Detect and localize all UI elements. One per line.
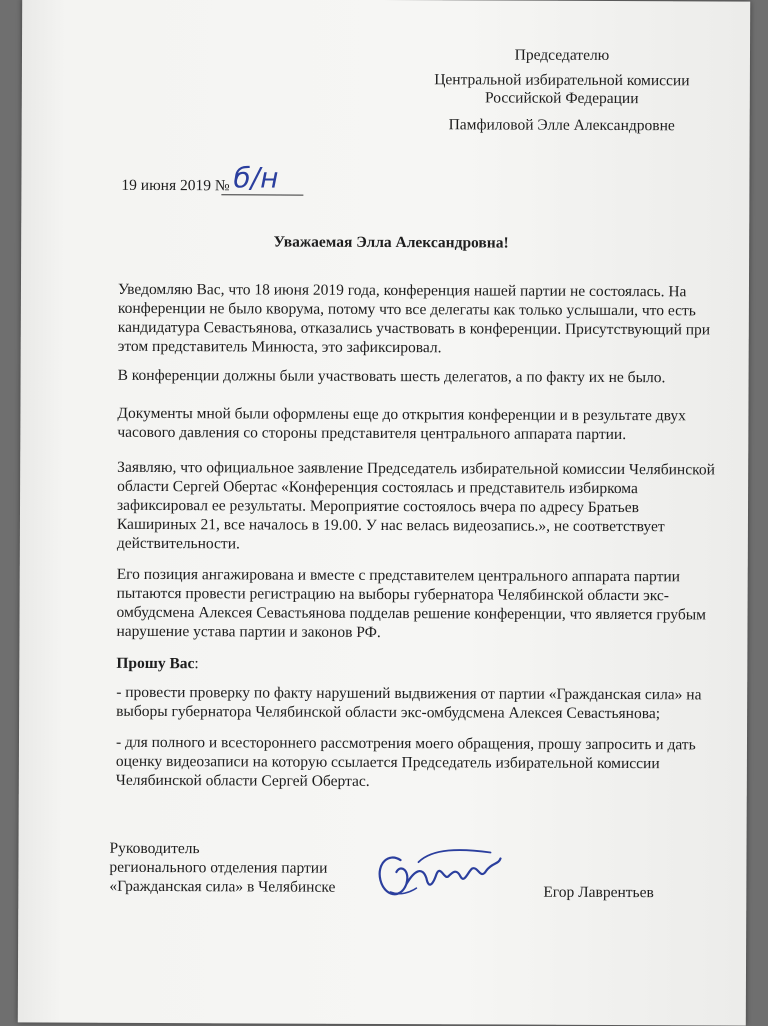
salutation: Уважаемая Элла Александровна! xyxy=(273,233,509,252)
r2-line-2: оценку видеозаписи на которую ссылается Председатель избирательной комиссии xyxy=(115,752,660,773)
number-underline xyxy=(221,194,303,195)
p5-line-1: Его позиция ангажирована и вместе с представителем центрального аппарата партии xyxy=(116,565,681,586)
position-line-2: регионального отделения партии xyxy=(109,858,328,877)
recipient-line-1: Председателю xyxy=(514,46,610,64)
p3-line-1: Документы мной были оформлены еще до открытия конференции и в результате двух xyxy=(117,404,686,425)
p1-line-4: этом представитель Минюста, это зафиксировал. xyxy=(117,337,442,357)
date-line: 19 июня 2019 № xyxy=(121,176,230,195)
p2-line-1: В конференции должны были участвовать шесть делегатов, а по факту их не было. xyxy=(117,366,666,387)
signature-icon xyxy=(370,840,520,911)
request-heading-text: Прошу Вас xyxy=(116,654,195,673)
p5-line-3: омбудсмена Алексея Севастьянова подделав решение конференции, что является грубым xyxy=(116,603,707,624)
r1-line-2: выборы губернатора Челябинской области экс-омбудсмена Алексея Севастьянова; xyxy=(116,702,661,723)
r1-line-1: - провести проверку по факту нарушений выдвижения от партии «Гражданская сила» на xyxy=(116,683,702,704)
p4-line-5: действительности. xyxy=(116,534,240,553)
p1-line-1: Уведомляю Вас, что 18 июня 2019 года, конференция нашей партии не состоялась. На xyxy=(117,280,687,301)
p4-line-1: Заявляю, что официальное заявление Председатель избирательной комиссии Челябинской xyxy=(117,458,715,479)
r2-line-3: Челябинской области Сергей Обертас. xyxy=(115,771,370,790)
position-line-3: «Гражданская сила» в Челябинске xyxy=(109,877,336,896)
request-heading xyxy=(116,654,199,673)
p4-line-3: зафиксировал ее результаты. Мероприятие состоялось вчера по адресу Братьев xyxy=(116,496,639,517)
recipient-line-3: Российской Федерации xyxy=(485,89,639,108)
signer-name: Егор Лаврентьев xyxy=(543,883,654,902)
p5-line-4: нарушение устава партии и законов РФ. xyxy=(116,622,381,641)
recipient-line-4: Памфиловой Элле Александровне xyxy=(448,116,675,135)
p4-line-4: Кашириных 21, все началось в 19.00. У нас велась видеозапись.», не соответствует xyxy=(116,515,665,536)
letter-page xyxy=(18,0,750,1026)
p1-line-3: кандидатура Севастьянова, отказались участвовать в конференции. Присутствующий при xyxy=(117,318,711,339)
p5-line-2: пытаются провести регистрацию на выборы губернатора Челябинской области экс- xyxy=(116,584,670,605)
position-line-1: Руководитель xyxy=(109,839,200,858)
request-heading-colon: : xyxy=(194,655,199,673)
p3-line-2: часового давления со стороны представителя центрального аппарата партии. xyxy=(117,423,627,444)
r2-line-1: - для полного и всестороннего рассмотрения моего обращения, прошу запросить и дать xyxy=(115,733,696,754)
p1-line-2: конференции не было кворума, потому что все делегаты как только услышали, что есть xyxy=(117,299,696,320)
p4-line-2: области Сергей Обертас «Конференция состоялась и представитель избиркома xyxy=(117,477,638,498)
handwritten-number: б/н xyxy=(233,161,279,195)
recipient-line-2: Центральной избирательной комиссии xyxy=(434,71,690,90)
